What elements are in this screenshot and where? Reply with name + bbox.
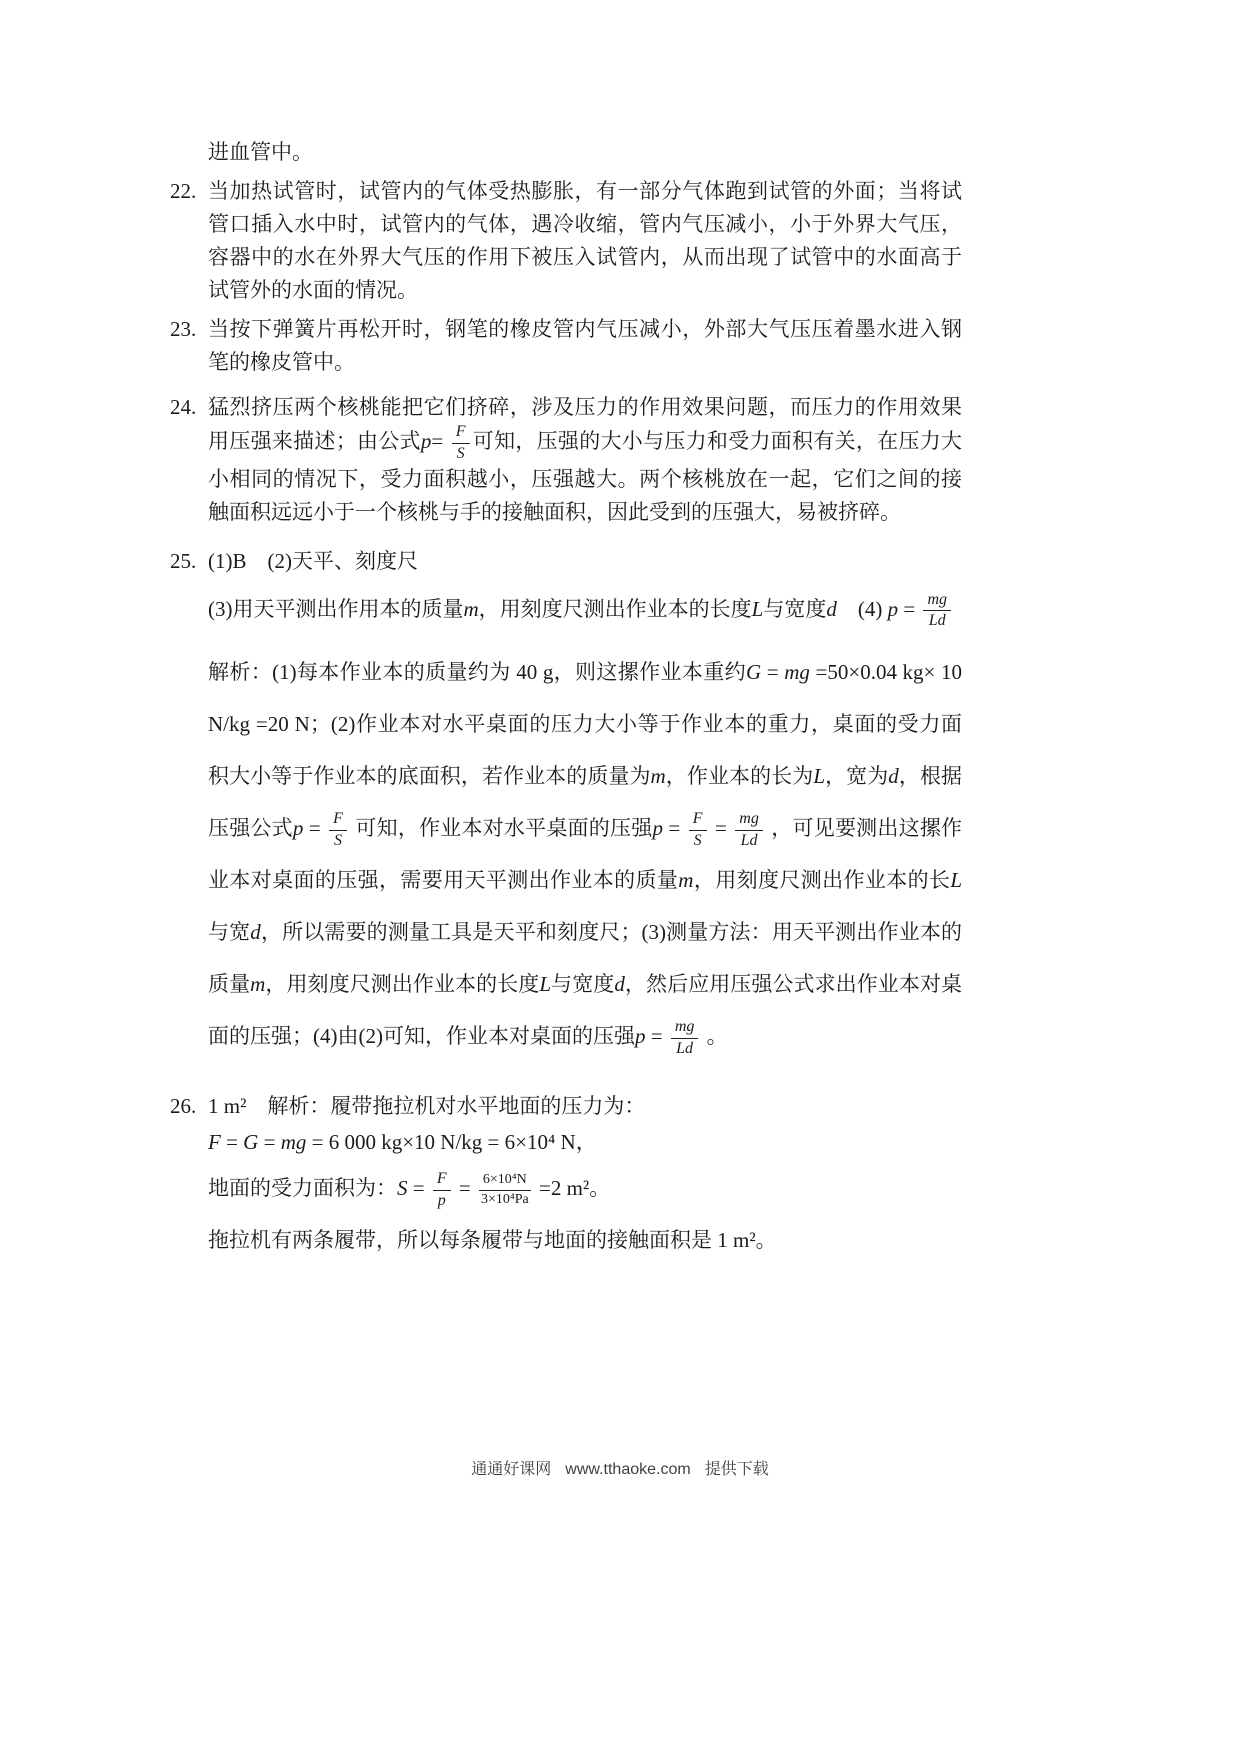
fraction-denominator: S — [693, 831, 702, 849]
paragraph: F = G = mg = 6 000 kg×10 N/kg = 6×10⁴ N， — [208, 1130, 597, 1155]
answer-document — [170, 136, 962, 1257]
paragraph: 当加热试管时，试管内的气体受热膨胀，有一部分气体跑到试管的外面；当将试管口插入水中时，试管内的气体，遇冷收缩，管内气压减小，小于外界大气压，容器中的水在外界大气压的作用下被压入试管内，从而出现了试管中的水面高于试管外的水面的情况。 — [208, 179, 962, 302]
math-variable: L — [950, 868, 963, 893]
math-variable: p — [634, 1024, 646, 1049]
fraction — [735, 811, 763, 850]
item-body — [208, 175, 962, 307]
fraction-numerator: F — [329, 811, 347, 831]
paragraph: (3)用天平测出作用本的质量m，用刻度尺测出作业本的长度L与宽度d (4) p = $\frac{mg}{Ld}$ — [208, 592, 962, 631]
fraction-denominator: S — [334, 831, 343, 849]
fraction — [433, 1171, 451, 1210]
fraction-denominator: 3×10⁴Pa — [480, 1191, 529, 1207]
fraction — [329, 811, 347, 850]
carryover-line: 进血管中。 — [208, 140, 313, 164]
page-footer — [0, 1456, 1240, 1479]
math-variable: p — [292, 816, 304, 841]
footer-suffix: 提供下载 — [704, 1461, 769, 1478]
paragraph: 1 m² 解析：履带拖拉机对水平地面的压力为： — [208, 1094, 646, 1119]
paragraph: 拖拉机有两条履带，所以每条履带与地面的接触面积是 1 m²。 — [208, 1227, 777, 1252]
fraction-numerator: mg — [923, 592, 951, 612]
fraction — [923, 592, 951, 631]
answer-item — [170, 545, 962, 1063]
math-variable: mg — [280, 1130, 307, 1155]
item-body — [208, 1090, 962, 1257]
math-variable: p — [652, 816, 663, 841]
answer-item — [170, 1090, 962, 1257]
math-variable: L — [813, 764, 825, 789]
item-number: 26. — [170, 1094, 197, 1119]
fraction-denominator: Ld — [740, 831, 758, 849]
fraction — [452, 424, 470, 463]
item-body — [208, 313, 962, 379]
math-variable: p — [887, 596, 899, 621]
math-variable: d — [614, 972, 625, 997]
item-number: 23. — [170, 317, 197, 341]
fraction-numerator: 6×10⁴N — [479, 1173, 531, 1191]
math-variable: G — [745, 660, 762, 685]
footer-site-name: 通通好课网 — [471, 1461, 552, 1478]
math-variable: F — [208, 1130, 221, 1155]
fraction — [671, 1019, 699, 1058]
answer-list — [170, 175, 962, 1257]
item-number: 22. — [170, 179, 197, 203]
paragraph: 猛烈挤压两个核桃能把它们挤碎，涉及压力的作用效果问题，而压力的作用效果用压强来描述；由公式p= $\frac{F}{S}$ 可知，压强的大小与压力和受力面积有关，在压力大小相同的情况下，受力面积越小，压强越大。两个核桃放在一起，它们之间的接触面积远远小于一个核桃与手的接触面积，因此受到的压强大，易被挤碎。 — [208, 395, 963, 524]
footer-url: www.tthaoke.com — [565, 1461, 691, 1478]
math-variable: d — [826, 596, 837, 621]
answer-item — [170, 175, 962, 307]
fraction-denominator: Ld — [676, 1039, 694, 1057]
answer-item — [170, 391, 962, 529]
item-number: 25. — [170, 548, 197, 573]
fraction — [689, 811, 707, 850]
math-variable: m — [678, 868, 694, 893]
fraction — [479, 1173, 531, 1207]
math-variable: m — [650, 764, 666, 789]
fraction-numerator: F — [689, 811, 707, 831]
paragraph: 地面的受力面积为：S = $\frac{F}{p}$ = $\frac{\text{6×10⁴N}}{\text{3×10⁴Pa}}$ =2 m²。 — [208, 1170, 611, 1209]
paragraph: (1)B (2)天平、刻度尺 — [208, 548, 418, 573]
item-body — [208, 545, 962, 1063]
fraction-numerator: F — [433, 1171, 451, 1191]
fraction-denominator: S — [456, 444, 465, 462]
fraction-numerator: mg — [671, 1019, 699, 1039]
math-variable: G — [243, 1130, 259, 1155]
math-variable: d — [888, 764, 899, 789]
fraction-numerator: mg — [735, 811, 763, 831]
fraction-denominator: p — [437, 1191, 446, 1209]
math-variable: S — [397, 1176, 408, 1201]
item-body — [208, 391, 962, 529]
math-variable: m — [463, 596, 479, 621]
math-variable: p — [420, 429, 432, 454]
paragraph: 解析：(1)每本作业本的质量约为 40 g，则这摞作业本重约G = mg =50×0.04 kg× 10 N/kg =20 N；(2)作业本对水平桌面的压力大小等于作业本的重力，桌面的受力面积大小等于作业本的底面积，若作业本的质量为m，作业本的长为L，宽为d，根据压强公式p = $\frac{F}{S}$ 可知，作业本对水平桌面的压强p = $\frac{F}{S}$ = $\frac{mg}{Ld}$ ，可见要测出这摞作业本对桌面的压强，需要用天平测出作业本的质量m，用刻度尺测出作业本的长L与宽d，所以需要的测量工具是天平和刻度尺；(3)测量方法：用天平测出作业本的质量m，用刻度尺测出作业本的长度L与宽度d，然后应用压强公式求出作业本对桌面的压强；(4)由(2)可知，作业本对桌面的压强p = $\frac{mg}{Ld}$ 。 — [208, 660, 963, 1057]
fraction-numerator: F — [452, 424, 470, 444]
math-variable: mg — [784, 660, 810, 685]
math-variable: L — [751, 596, 764, 621]
math-variable: L — [539, 972, 552, 997]
answer-item — [170, 313, 962, 379]
math-variable: d — [250, 920, 261, 945]
paragraph: 当按下弹簧片再松开时，钢笔的橡皮管内气压减小，外部大气压压着墨水进入钢笔的橡皮管中。 — [208, 317, 962, 374]
math-variable: m — [250, 972, 266, 997]
item-number: 24. — [170, 395, 197, 419]
fraction-denominator: Ld — [928, 612, 946, 630]
